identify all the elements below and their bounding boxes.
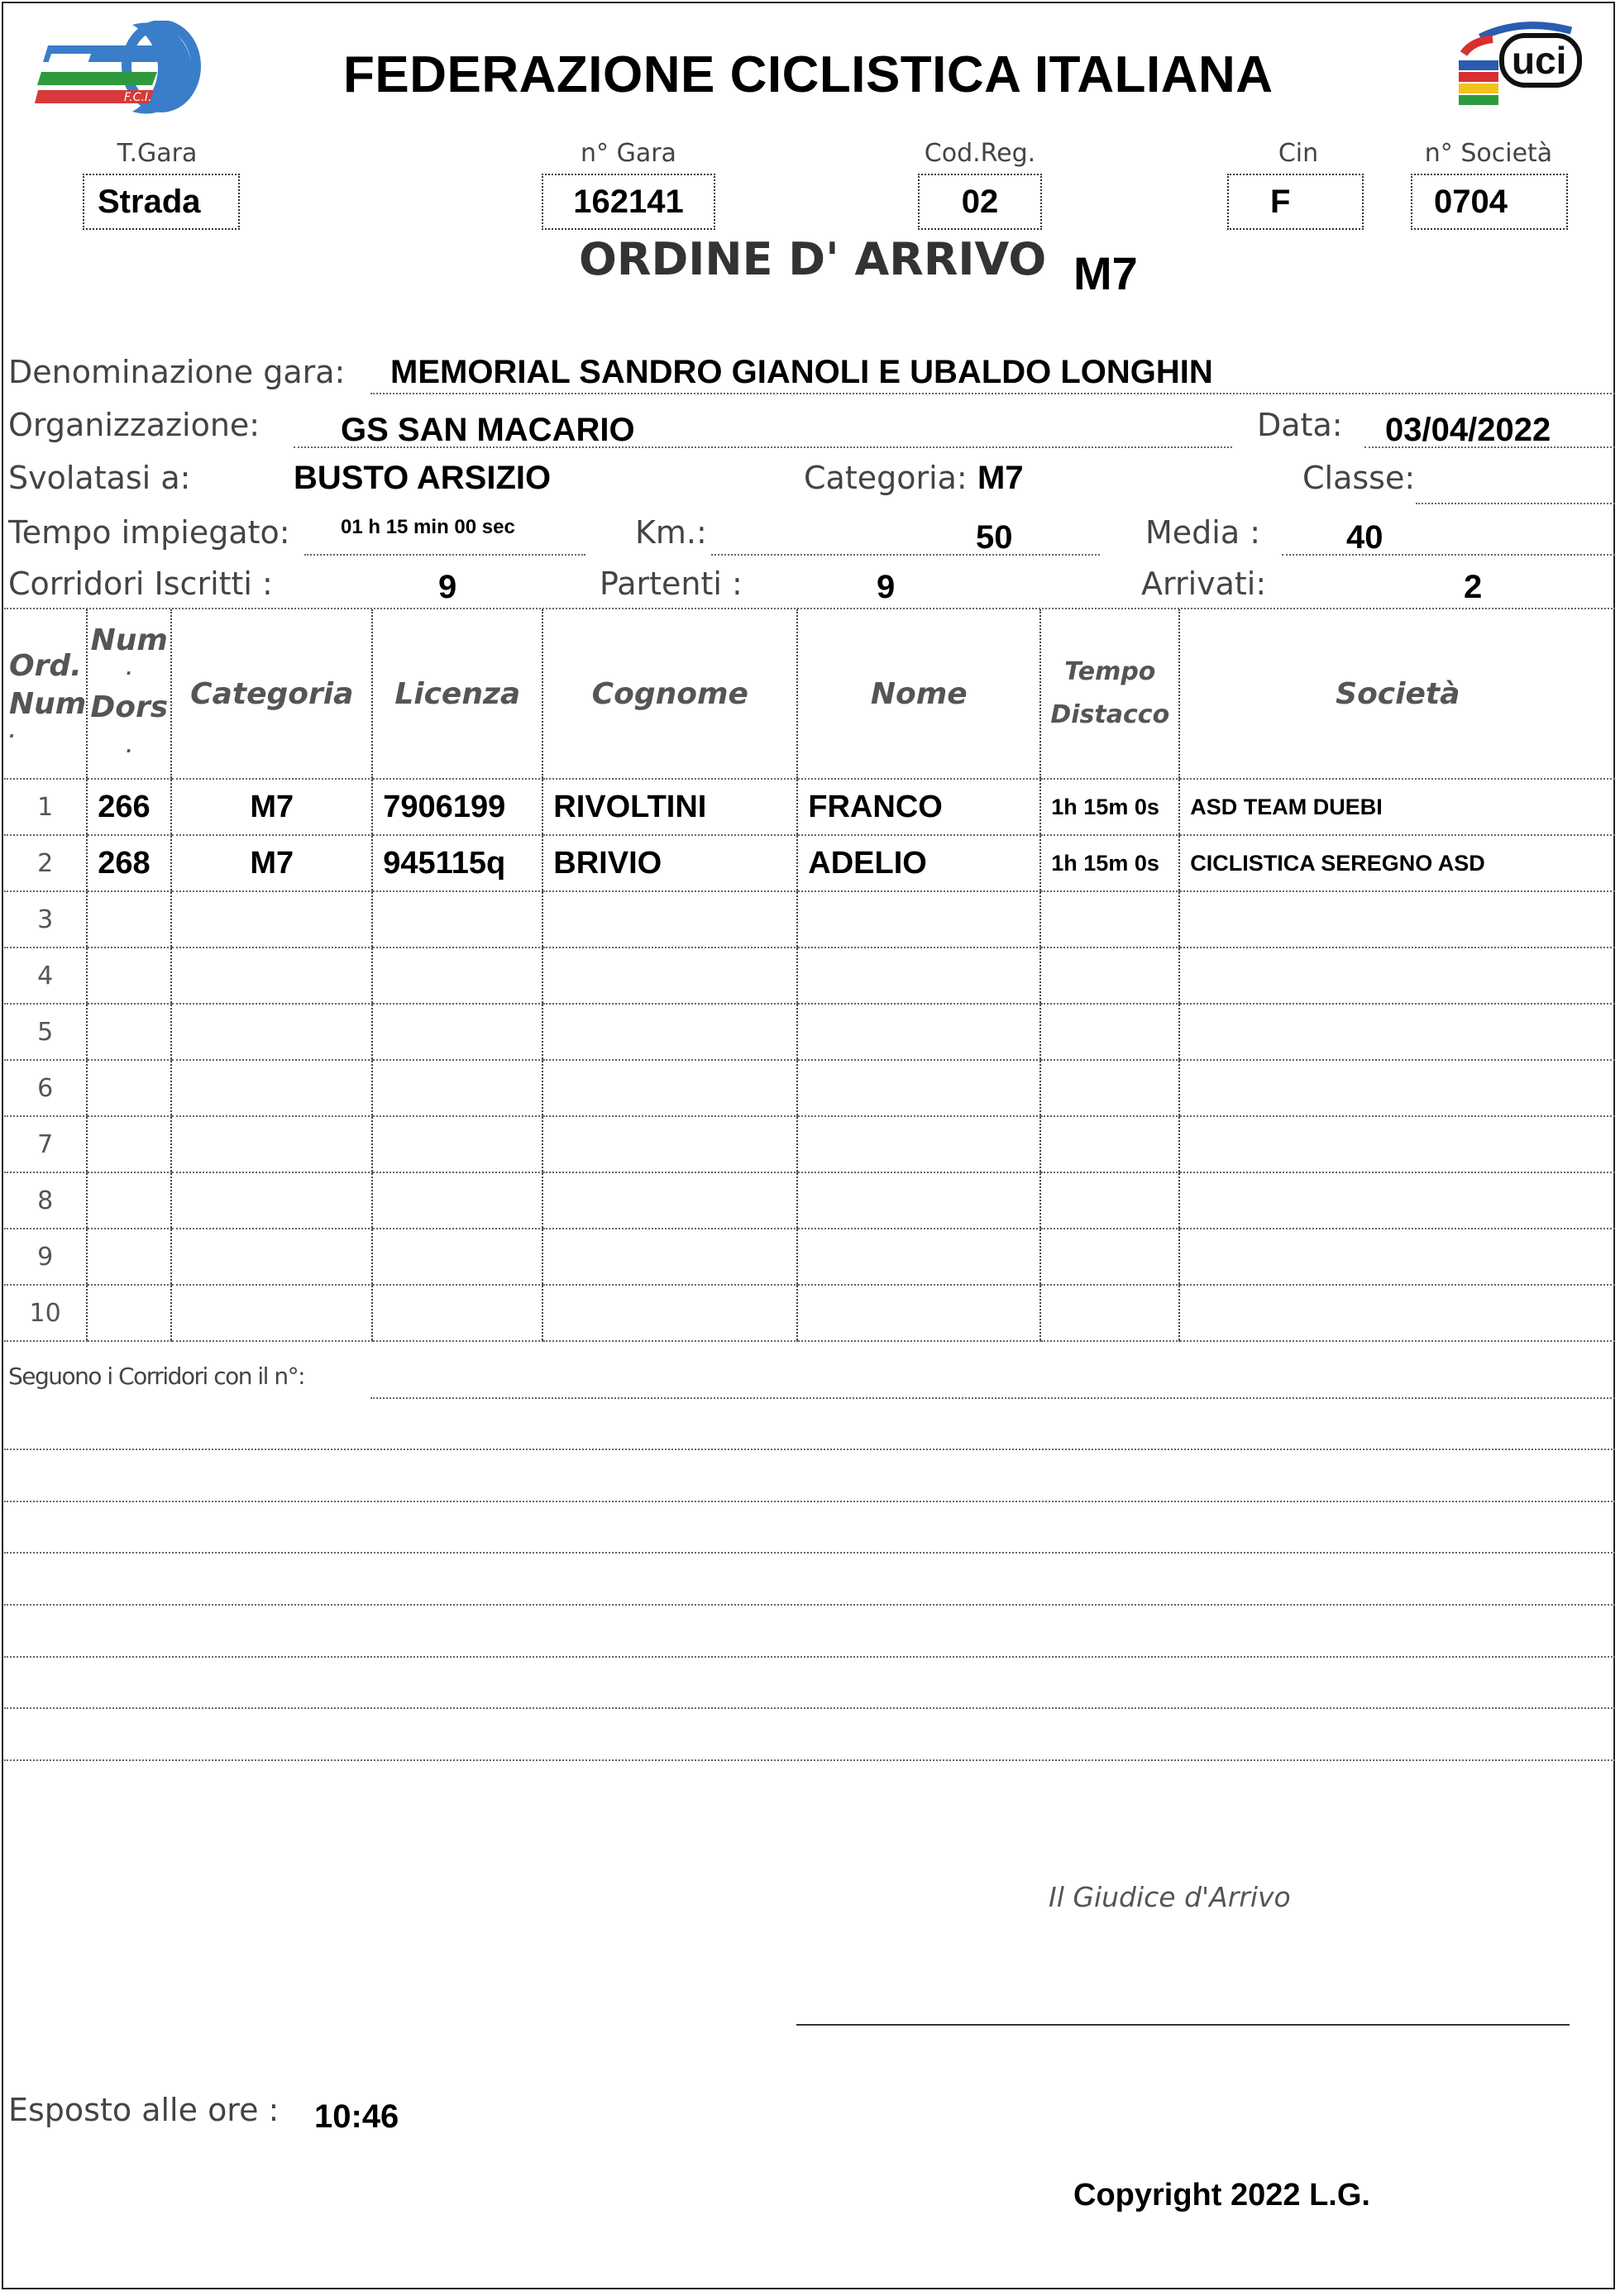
svg-text:F.C.I.: F.C.I. [124,91,152,104]
tempo-line [304,554,585,556]
table-row [4,1229,1615,1285]
cin-label: Cin [1278,139,1319,168]
seguono-line-5 [4,1604,1615,1606]
row-societa [1179,891,1615,948]
classe-line [1416,503,1615,504]
row-cognome [542,1060,797,1116]
row-societa [1179,1229,1615,1285]
nsocieta-value: 0704 [1411,174,1568,230]
row-categoria: M7 [171,835,372,891]
iscritti-value: 9 [438,569,457,605]
denominazione-line [370,393,1615,394]
row-categoria [171,891,372,948]
header-cognome: Cognome [542,609,797,779]
row-num [87,1285,171,1341]
header-societa: Società [1179,609,1615,779]
row-tempo [1040,1285,1179,1341]
media-label: Media : [1145,514,1261,551]
row-licenza [372,1004,542,1060]
row-num [87,1060,171,1116]
row-num [87,1116,171,1172]
header-num-dors: Num . Dors . [87,609,171,779]
seguono-line-3 [4,1501,1615,1502]
results-table [4,609,1615,1342]
row-licenza [372,948,542,1004]
denominazione-value: MEMORIAL SANDRO GIANOLI E UBALDO LONGHIN [390,354,1213,390]
table-row [4,891,1615,948]
classe-label: Classe: [1302,460,1416,496]
row-societa [1179,1285,1615,1341]
row-societa [1179,948,1615,1004]
row-societa [1179,1116,1615,1172]
row-licenza [372,1060,542,1116]
row-societa [1179,1060,1615,1116]
row-ord: 1 [4,779,87,835]
data-value: 03/04/2022 [1385,412,1551,448]
tgara-label: T.Gara [117,139,198,168]
km-line [711,554,1100,556]
header-ord: Ord. Num . [4,609,87,779]
row-num [87,1172,171,1229]
esposto-label: Esposto alle ore : [8,2092,280,2128]
row-licenza [372,1285,542,1341]
seguono-line-7 [4,1707,1615,1709]
row-categoria [171,948,372,1004]
header-tempo-distacco: Tempo Distacco [1040,609,1179,779]
tgara-value: Strada [83,174,240,230]
row-ord: 2 [4,835,87,891]
table-row [4,1116,1615,1172]
svg-text:uci: uci [1512,39,1567,82]
row-ord: 6 [4,1060,87,1116]
ngara-label: n° Gara [581,139,676,168]
row-num: 266 [87,779,171,835]
row-tempo [1040,948,1179,1004]
table-row [4,948,1615,1004]
row-tempo [1040,1116,1179,1172]
row-ord: 8 [4,1172,87,1229]
row-categoria [171,1172,372,1229]
row-nome [797,948,1040,1004]
row-ord: 10 [4,1285,87,1341]
row-tempo: 1h 15m 0s [1040,779,1179,835]
partenti-value: 9 [877,569,896,605]
row-num [87,891,171,948]
row-ord: 4 [4,948,87,1004]
codreg-value: 02 [918,174,1042,230]
row-nome [797,1116,1040,1172]
row-cognome: BRIVIO [542,835,797,891]
arrivati-value: 2 [1464,569,1483,605]
row-categoria: M7 [171,779,372,835]
row-categoria [171,1116,372,1172]
row-societa [1179,1004,1615,1060]
media-line [1282,554,1615,556]
denominazione-label: Denominazione gara: [8,354,346,390]
row-cognome [542,1116,797,1172]
row-categoria [171,1229,372,1285]
row-nome [797,1285,1040,1341]
seguono-line-1 [370,1397,1615,1399]
uci-logo [1447,21,1588,116]
seguono-line-2 [4,1449,1615,1450]
row-ord: 9 [4,1229,87,1285]
row-licenza: 945115q [372,835,542,891]
organizzazione-label: Organizzazione: [8,407,260,443]
ngara-value: 162141 [542,174,715,230]
giudice-label: Il Giudice d'Arrivo [1049,1881,1291,1913]
km-value: 50 [976,519,1013,556]
copyright: Copyright 2022 L.G. [1073,2178,1370,2212]
row-societa: CICLISTICA SEREGNO ASD [1179,835,1615,891]
row-ord: 3 [4,891,87,948]
km-label: Km.: [635,514,707,551]
media-value: 40 [1346,519,1383,556]
row-ord: 7 [4,1116,87,1172]
row-licenza [372,891,542,948]
nsocieta-label: n° Società [1424,139,1553,168]
header-nome: Nome [797,609,1040,779]
row-licenza [372,1116,542,1172]
row-licenza: 7906199 [372,779,542,835]
cin-value: F [1227,174,1364,230]
iscritti-label: Corridori Iscritti : [8,566,273,602]
row-tempo [1040,1060,1179,1116]
table-row [4,835,1615,891]
row-cognome [542,1229,797,1285]
seguono-line-4 [4,1552,1615,1554]
row-tempo [1040,1229,1179,1285]
row-cognome [542,1285,797,1341]
table-row [4,1285,1615,1341]
row-nome: ADELIO [797,835,1040,891]
row-cognome [542,891,797,948]
row-nome [797,1060,1040,1116]
header-licenza: Licenza [372,609,542,779]
row-cognome [542,1004,797,1060]
table-row [4,779,1615,835]
row-nome [797,891,1040,948]
seguono-line-6 [4,1656,1615,1658]
row-num [87,1229,171,1285]
codreg-label: Cod.Reg. [924,139,1036,168]
row-nome: FRANCO [797,779,1040,835]
row-num [87,1004,171,1060]
row-ord: 5 [4,1004,87,1060]
row-nome [797,1172,1040,1229]
row-licenza [372,1229,542,1285]
row-nome [797,1229,1040,1285]
row-cognome: RIVOLTINI [542,779,797,835]
row-tempo: 1h 15m 0s [1040,835,1179,891]
row-tempo [1040,891,1179,948]
row-num [87,948,171,1004]
row-categoria [171,1004,372,1060]
row-societa: ASD TEAM DUEBI [1179,779,1615,835]
signature-line [796,2024,1570,2026]
row-societa [1179,1172,1615,1229]
row-licenza [372,1172,542,1229]
row-nome [797,1004,1040,1060]
seguono-line-8 [4,1759,1615,1761]
seguono-label: Seguono i Corridori con il n°: [8,1363,305,1390]
table-row [4,1060,1615,1116]
row-categoria [171,1060,372,1116]
partenti-label: Partenti : [600,566,743,602]
row-categoria [171,1285,372,1341]
document-title: ORDINE D' ARRIVO [579,233,1047,285]
svolatasi-label: Svolatasi a: [8,460,191,496]
categoria-value: M7 [977,460,1024,496]
row-cognome [542,948,797,1004]
esposto-value: 10:46 [314,2098,399,2135]
table-header-row [4,609,1615,779]
fci-logo [33,21,207,116]
category-code: M7 [1073,247,1138,299]
federation-title: FEDERAZIONE CICLISTICA ITALIANA [343,46,1274,103]
categoria-label: Categoria: [804,460,968,496]
tempo-label: Tempo impiegato: [8,514,290,551]
row-num: 268 [87,835,171,891]
table-row [4,1172,1615,1229]
arrivati-label: Arrivati: [1141,566,1267,602]
data-label: Data: [1257,407,1343,443]
table-row [4,1004,1615,1060]
tempo-value: 01 h 15 min 00 sec [341,516,515,538]
row-tempo [1040,1004,1179,1060]
row-cognome [542,1172,797,1229]
header-categoria: Categoria [171,609,372,779]
row-tempo [1040,1172,1179,1229]
svolatasi-value: BUSTO ARSIZIO [294,460,552,496]
organizzazione-value: GS SAN MACARIO [341,412,635,448]
